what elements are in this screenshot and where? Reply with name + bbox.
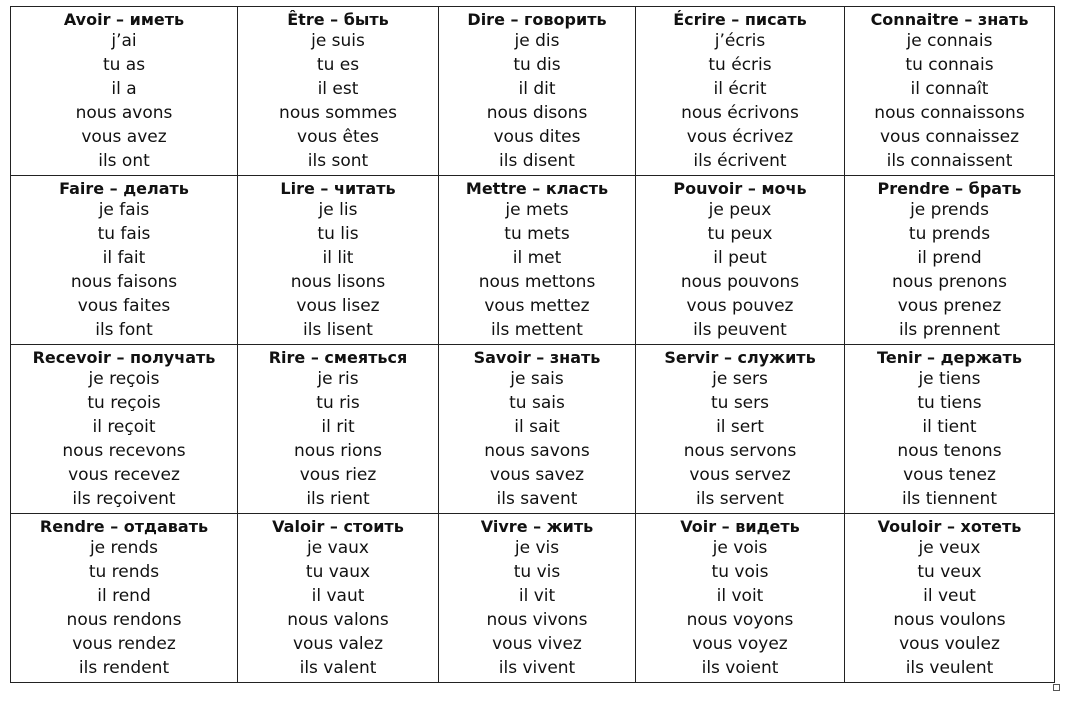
conjugation-form: nous tenons: [897, 441, 1002, 461]
verb-cell-connaitre: [845, 7, 1055, 176]
conjugation-form: ils servent: [696, 489, 784, 509]
conjugation-form: je sers: [712, 369, 768, 389]
conjugation-form: nous faisons: [70, 272, 178, 292]
verb-heading: Vouloir – хотеть: [877, 517, 1022, 536]
conjugation-form: nous disons: [486, 103, 588, 123]
conjugation-form: ils peuvent: [693, 320, 787, 340]
verb-heading: Savoir – знать: [473, 348, 601, 367]
conjugation-form: il vaut: [311, 586, 365, 606]
verb-cell-mettre: [439, 176, 636, 345]
conjugation-form: je suis: [311, 31, 365, 51]
conjugation-form: j’écris: [714, 31, 766, 51]
conjugation-form: tu tiens: [917, 393, 982, 413]
verb-heading: Faire – делать: [59, 179, 189, 198]
conjugation-form: ils rient: [306, 489, 370, 509]
conjugation-form: vous prenez: [897, 296, 1002, 316]
conjugation-form: il rit: [321, 417, 355, 437]
verb-cell-vouloir: [845, 514, 1055, 683]
conjugation-form: tu sers: [710, 393, 769, 413]
conjugation-form: je mets: [505, 200, 569, 220]
conjugation-form: ils tiennent: [901, 489, 997, 509]
table-row: [11, 345, 1055, 514]
conjugation-form: il est: [317, 79, 359, 99]
conjugation-form: ils mettent: [491, 320, 583, 340]
conjugation-form: il tient: [922, 417, 977, 437]
conjugation-form: vous servez: [689, 465, 791, 485]
conjugation-form: ils disent: [499, 151, 575, 171]
verb-heading: Prendre – брать: [877, 179, 1022, 198]
conjugation-form: ils connaissent: [886, 151, 1013, 171]
verb-heading: Voir – видеть: [680, 517, 800, 536]
verb-heading: Recevoir – получать: [32, 348, 216, 367]
conjugation-form: je fais: [98, 200, 150, 220]
conjugation-form: je rends: [89, 538, 159, 558]
conjugation-form: vous vivez: [492, 634, 582, 654]
verb-cell-prendre: [845, 176, 1055, 345]
conjugation-form: nous mettons: [478, 272, 596, 292]
verb-cell-etre: [238, 7, 439, 176]
conjugation-form: tu as: [102, 55, 146, 75]
conjugation-form: vous voyez: [692, 634, 788, 654]
conjugation-form: j’ai: [111, 31, 137, 51]
conjugation-form: ils prennent: [898, 320, 1001, 340]
table-resize-handle[interactable]: [1053, 684, 1060, 691]
conjugation-form: nous recevons: [62, 441, 186, 461]
conjugation-form: vous savez: [489, 465, 585, 485]
conjugation-form: nous voyons: [686, 610, 794, 630]
verb-cell-ecrire: [636, 7, 845, 176]
conjugation-form: il vit: [518, 586, 556, 606]
verb-cell-tenir: [845, 345, 1055, 514]
verb-heading: Vivre – жить: [480, 517, 594, 536]
verb-cell-recevoir: [11, 345, 238, 514]
conjugation-form: tu peux: [707, 224, 773, 244]
verb-cell-valoir: [238, 514, 439, 683]
verb-heading: Dire – говорить: [467, 10, 607, 29]
table-row: [11, 7, 1055, 176]
conjugation-form: vous pouvez: [686, 296, 794, 316]
conjugation-form: tu reçois: [87, 393, 161, 413]
conjugation-form: nous valons: [287, 610, 389, 630]
conjugation-form: tu écris: [708, 55, 772, 75]
conjugation-form: tu dis: [513, 55, 561, 75]
verb-cell-pouvoir: [636, 176, 845, 345]
conjugation-form: je sais: [510, 369, 564, 389]
verb-heading: Pouvoir – мочь: [673, 179, 807, 198]
conjugation-form: tu ris: [316, 393, 360, 413]
conjugation-form: tu sais: [509, 393, 565, 413]
conjugation-form: vous connaissez: [879, 127, 1020, 147]
conjugation-form: vous valez: [292, 634, 384, 654]
conjugation-form: nous rions: [294, 441, 382, 461]
conjugation-form: vous lisez: [296, 296, 380, 316]
conjugation-form: tu mets: [504, 224, 570, 244]
conjugation-form: ils reçoivent: [72, 489, 176, 509]
verb-heading: Servir – служить: [664, 348, 816, 367]
conjugation-form: il reçoit: [92, 417, 156, 437]
verb-heading: Rendre – отдавать: [39, 517, 209, 536]
conjugation-form: nous connaissons: [874, 103, 1025, 123]
conjugation-form: nous vivons: [486, 610, 588, 630]
conjugation-form: tu veux: [917, 562, 982, 582]
conjugation-form: ils rendent: [78, 658, 170, 678]
conjugation-form: ils sont: [307, 151, 369, 171]
verb-heading: Connaitre – знать: [870, 10, 1029, 29]
conjugation-form: il écrit: [713, 79, 767, 99]
verb-heading: Valoir – стоить: [272, 517, 404, 536]
conjugation-form: je vois: [712, 538, 768, 558]
verb-cell-vivre: [439, 514, 636, 683]
conjugation-form: je connais: [906, 31, 993, 51]
conjugation-form: il sert: [716, 417, 764, 437]
verb-heading: Être – быть: [287, 10, 389, 29]
conjugation-form: il rend: [97, 586, 151, 606]
conjugation-form: il fait: [102, 248, 146, 268]
verb-heading: Rire – смеяться: [268, 348, 408, 367]
conjugation-form: il voit: [716, 586, 764, 606]
conjugation-form: tu fais: [97, 224, 151, 244]
conjugation-form: ils ont: [98, 151, 150, 171]
conjugation-form: nous pouvons: [680, 272, 800, 292]
verb-heading: Mettre – класть: [465, 179, 609, 198]
verb-heading: Avoir – иметь: [63, 10, 185, 29]
conjugation-form: ils savent: [496, 489, 578, 509]
conjugation-form: il dit: [518, 79, 556, 99]
conjugation-form: nous servons: [683, 441, 797, 461]
conjugation-form: tu vis: [513, 562, 561, 582]
conjugation-form: nous rendons: [66, 610, 182, 630]
conjugation-form: tu connais: [905, 55, 994, 75]
conjugation-form: vous mettez: [484, 296, 590, 316]
conjugation-form: vous êtes: [297, 127, 379, 147]
conjugation-form: ils voient: [701, 658, 779, 678]
conjugation-form: je ris: [317, 369, 359, 389]
table-row: [11, 514, 1055, 683]
conjugation-form: il sait: [514, 417, 560, 437]
conjugation-form: tu prends: [908, 224, 991, 244]
conjugation-form: tu lis: [317, 224, 359, 244]
verb-heading: Écrire – писать: [673, 10, 807, 29]
conjugation-form: vous écrivez: [686, 127, 794, 147]
conjugation-form: il met: [512, 248, 562, 268]
conjugation-form: vous avez: [81, 127, 167, 147]
conjugation-form: vous tenez: [903, 465, 996, 485]
conjugation-form: nous écrivons: [681, 103, 799, 123]
conjugation-form: vous dites: [493, 127, 581, 147]
conjugation-form: vous riez: [299, 465, 377, 485]
conjugation-form: ils valent: [299, 658, 377, 678]
conjugation-form: nous voulons: [893, 610, 1006, 630]
verb-cell-voir: [636, 514, 845, 683]
verb-conjugation-table: [10, 6, 1055, 683]
verb-cell-faire: [11, 176, 238, 345]
conjugation-form: vous recevez: [68, 465, 180, 485]
conjugation-form: ils vivent: [498, 658, 576, 678]
conjugation-form: vous rendez: [72, 634, 176, 654]
conjugation-form: je vis: [514, 538, 560, 558]
conjugation-form: je peux: [708, 200, 772, 220]
conjugation-form: je dis: [514, 31, 560, 51]
table-row: [11, 176, 1055, 345]
verb-cell-savoir: [439, 345, 636, 514]
conjugation-form: vous faites: [77, 296, 171, 316]
conjugation-form: tu es: [316, 55, 360, 75]
conjugation-form: tu vaux: [305, 562, 371, 582]
verb-cell-lire: [238, 176, 439, 345]
conjugation-form: il prend: [917, 248, 982, 268]
conjugation-form: vous voulez: [899, 634, 1000, 654]
conjugation-form: ils écrivent: [693, 151, 787, 171]
verb-heading: Lire – читать: [280, 179, 396, 198]
verb-cell-rire: [238, 345, 439, 514]
conjugation-form: je prends: [910, 200, 989, 220]
conjugation-form: nous lisons: [290, 272, 386, 292]
conjugation-form: ils font: [95, 320, 153, 340]
conjugation-form: je tiens: [918, 369, 981, 389]
verb-cell-rendre: [11, 514, 238, 683]
verb-cell-dire: [439, 7, 636, 176]
conjugation-form: nous prenons: [892, 272, 1007, 292]
verb-cell-avoir: [11, 7, 238, 176]
conjugation-form: il lit: [322, 248, 354, 268]
conjugation-form: je reçois: [88, 369, 160, 389]
conjugation-form: il a: [111, 79, 137, 99]
conjugation-form: je veux: [918, 538, 981, 558]
verb-heading: Tenir – держать: [877, 348, 1022, 367]
conjugation-form: il peut: [713, 248, 767, 268]
conjugation-form: il veut: [923, 586, 976, 606]
conjugation-form: ils lisent: [303, 320, 373, 340]
verb-cell-servir: [636, 345, 845, 514]
conjugation-form: nous avons: [75, 103, 173, 123]
conjugation-form: je lis: [318, 200, 358, 220]
conjugation-form: nous sommes: [279, 103, 397, 123]
conjugation-form: tu rends: [88, 562, 160, 582]
conjugation-form: il connaît: [910, 79, 989, 99]
conjugation-form: je vaux: [307, 538, 369, 558]
conjugation-form: nous savons: [484, 441, 590, 461]
conjugation-form: tu vois: [711, 562, 769, 582]
conjugation-form: ils veulent: [905, 658, 994, 678]
